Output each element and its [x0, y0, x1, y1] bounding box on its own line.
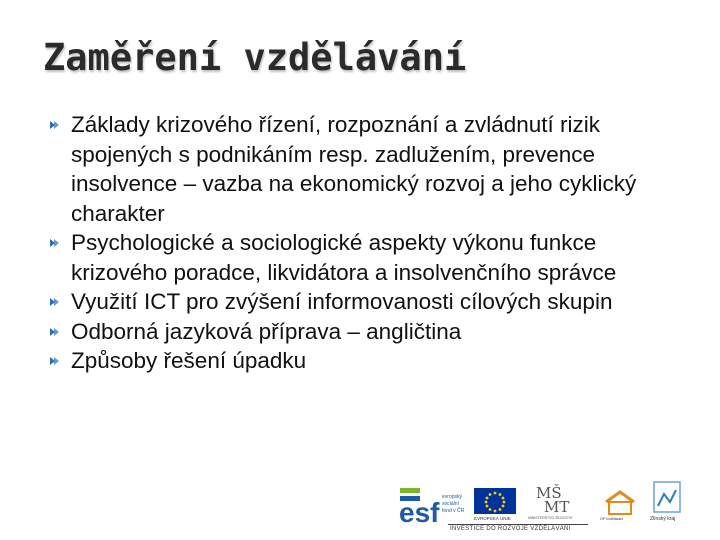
bullet-text: Využití ICT pro zvýšení informovanosti cílových skupin: [71, 289, 613, 314]
bullet-marker-icon: [50, 297, 60, 307]
eu-flag-logo: [474, 488, 516, 522]
caption-divider: [448, 524, 588, 525]
bullet-item: [50, 287, 670, 317]
svg-text:evropský: evropský: [442, 494, 463, 500]
logo-strip: [398, 478, 698, 540]
logo-caption: INVESTICE DO ROZVOJE VZDĚLÁVÁNÍ: [450, 526, 571, 532]
svg-text:fond v ČR: fond v ČR: [442, 508, 465, 514]
msmt-logo: [528, 482, 598, 522]
svg-text:Zlínský kraj: Zlínský kraj: [650, 516, 676, 522]
svg-text:esf: esf: [399, 497, 440, 526]
bullet-item: [50, 110, 670, 228]
bullet-marker-icon: [50, 238, 60, 248]
svg-text:MT: MT: [544, 498, 570, 516]
bullet-text: Základy krizového řízení, rozpoznání a zvládnutí rizik spojených s podnikáním resp. zadlužením, prevence insolvence – vazba na ekonomický rozvoj a jeho cyklický charakter: [71, 112, 637, 226]
bullet-marker-icon: [50, 120, 60, 130]
slide-title: Zaměření vzdělávání: [43, 36, 467, 79]
esf-logo: [398, 486, 466, 526]
svg-text:OP Vzdělávání: OP Vzdělávání: [600, 517, 624, 521]
op-vk-logo: [598, 488, 642, 522]
svg-text:MŠ: MŠ: [536, 484, 562, 502]
svg-text:MINISTERSTVO ŠKOLSTVÍ: MINISTERSTVO ŠKOLSTVÍ: [528, 516, 573, 520]
bullet-item: [50, 346, 670, 376]
bullet-text: Způsoby řešení úpadku: [71, 348, 307, 373]
bullet-list: [50, 110, 670, 376]
bullet-text: Psychologické a sociologické aspekty výkonu funkce krizového poradce, likvidátora a insolvenčního správce: [71, 230, 617, 285]
bullet-item: [50, 317, 670, 347]
bullet-marker-icon: [50, 327, 60, 337]
bullet-item: [50, 228, 670, 287]
zlinsky-kraj-logo: [650, 480, 690, 524]
bullet-marker-icon: [50, 356, 60, 366]
svg-text:EVROPSKÁ UNIE: EVROPSKÁ UNIE: [474, 516, 511, 521]
svg-text:sociální: sociální: [442, 501, 459, 507]
bullet-text: Odborná jazyková příprava – angličtina: [71, 318, 462, 344]
